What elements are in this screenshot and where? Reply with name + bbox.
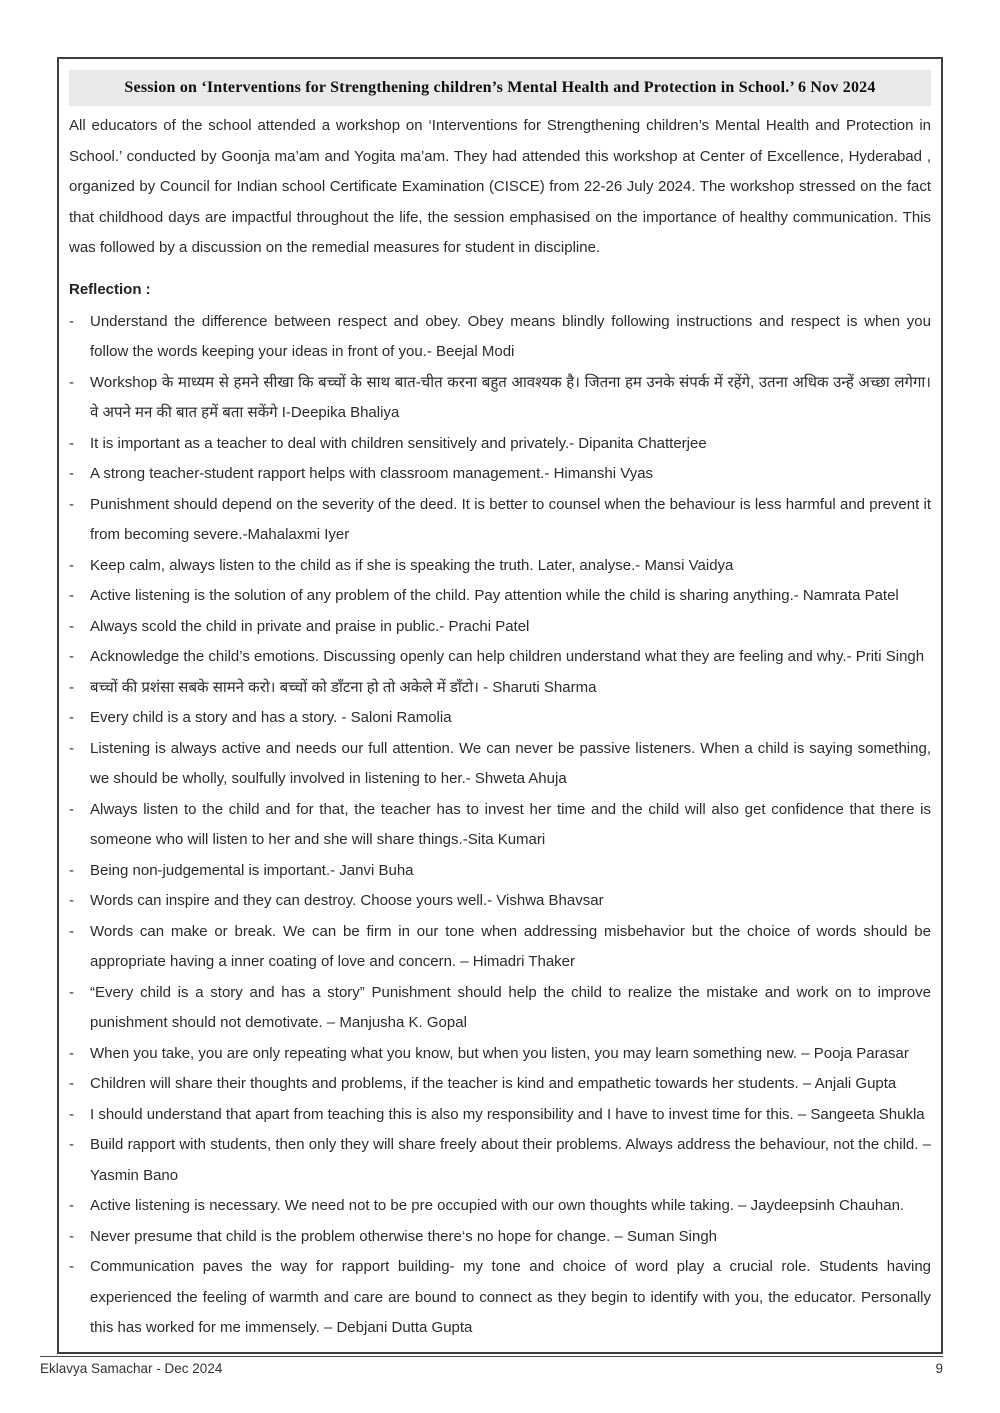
bullet-marker: -: [69, 1075, 74, 1092]
list-item: [69, 1039, 931, 1070]
bullet-text: A strong teacher-student rapport helps with classroom management.- Himanshi Vyas: [90, 465, 654, 482]
bullet-text: Build rapport with students, then only they will share freely about their problems. Always address the behaviour, not the child. – Yasmin Bano: [90, 1136, 931, 1184]
content-box: [57, 57, 943, 1354]
list-item: [69, 612, 931, 643]
bullet-marker: -: [69, 648, 74, 665]
bullet-text: Active listening is the solution of any problem of the child. Pay attention while the child is sharing anything.- Namrata Patel: [90, 587, 899, 604]
bullet-marker: -: [69, 465, 74, 482]
list-item: [69, 795, 931, 856]
bullet-marker: -: [69, 434, 74, 452]
bullet-marker: -: [69, 312, 74, 330]
list-item: [69, 551, 931, 582]
bullet-text: Children will share their thoughts and problems, if the teacher is kind and empathetic towards her students. – Anjali Gupta: [90, 1075, 897, 1092]
page-footer: [40, 1356, 943, 1376]
bullet-marker: -: [69, 1044, 74, 1062]
list-item: [69, 886, 931, 917]
bullet-text: Words can inspire and they can destroy. Choose yours well.- Vishwa Bhavsar: [90, 892, 604, 909]
bullet-marker: -: [69, 678, 74, 696]
bullet-marker: -: [69, 1227, 74, 1245]
list-item: [69, 978, 931, 1039]
bullet-text: “Every child is a story and has a story” Punishment should help the child to realize the mistake and work on to improve punishment should not demotivate. – Manjusha K. Gopal: [90, 983, 931, 1031]
list-item: [69, 368, 931, 429]
bullet-text: Keep calm, always listen to the child as if she is speaking the truth. Later, analyse.- Mansi Vaidya: [90, 556, 734, 574]
list-item: [69, 1100, 931, 1131]
bullet-text: Listening is always active and needs our full attention. We can never be passive listeners. When a child is saying something, we should be wholly, soulfully involved in listening to her.- Shweta Ahuja: [90, 739, 931, 787]
list-item: [69, 1069, 931, 1100]
bullet-text: Workshop के माध्यम से हमने सीखा कि बच्चों के साथ बात-चीत करना बहुत आवश्यक है। जितना हम उनके संपर्क में रहेंगे, उतना अधिक उन्हें अच्छा लगेगा। वे अपने मन की बात हमें बता सकेंगे I-Deepika Bhaliya: [90, 373, 931, 421]
list-item: [69, 1130, 931, 1191]
reflection-heading: Reflection :: [69, 280, 151, 298]
list-item: [69, 1252, 931, 1344]
bullet-marker: -: [69, 861, 74, 879]
bullet-marker: -: [69, 373, 74, 391]
bullet-text: Always listen to the child and for that, the teacher has to invest her time and the child will also get confidence that there is someone who will listen to her and she will share things.-Sita Kumari: [90, 800, 931, 848]
bullet-text: Always scold the child in private and praise in public.- Prachi Patel: [90, 617, 530, 635]
bullet-text: It is important as a teacher to deal with children sensitively and privately.- Dipanita Chatterjee: [90, 434, 707, 452]
list-item: [69, 673, 931, 704]
bullet-text: Every child is a story and has a story. - Saloni Ramolia: [90, 709, 452, 726]
bullet-text: Active listening is necessary. We need not to be pre occupied with our own thoughts while taking. – Jaydeepsinh Chauhan.: [90, 1197, 905, 1214]
list-item: [69, 1191, 931, 1222]
reflection-list: [69, 307, 931, 1344]
section-title: Session on ‘Interventions for Strengthening children’s Mental Health and Protection in School.’ 6 Nov 2024: [69, 70, 931, 106]
bullet-text: I should understand that apart from teaching this is also my responsibility and I have to invest time for this. – Sangeeta Shukla: [90, 1105, 925, 1123]
list-item: [69, 1222, 931, 1253]
bullet-text: Words can make or break. We can be firm in our tone when addressing misbehavior but the choice of words should be appropriate having a inner coating of love and concern. – Himadri Thaker: [90, 922, 931, 970]
bullet-text: Understand the difference between respect and obey. Obey means blindly following instructions and respect is when you follow the words keeping your ideas in front of you.- Beejal Modi: [90, 312, 931, 360]
bullet-marker: -: [69, 617, 74, 635]
page-number: 9: [935, 1361, 943, 1376]
list-item: [69, 917, 931, 978]
bullet-marker: -: [69, 495, 74, 513]
bullet-text: Being non-judgemental is important.- Janvi Buha: [90, 861, 414, 879]
list-item: [69, 307, 931, 368]
bullet-text: Punishment should depend on the severity of the deed. It is better to counsel when the behaviour is less harmful and prevent it from becoming severe.-Mahalaxmi Iyer: [90, 495, 931, 543]
list-item: [69, 581, 931, 612]
bullet-marker: -: [69, 922, 74, 940]
bullet-text: When you take, you are only repeating what you know, but when you listen, you may learn something new. – Pooja Parasar: [90, 1044, 909, 1062]
list-item: [69, 734, 931, 795]
bullet-text: Never presume that child is the problem otherwise there‘s no hope for change. – Suman Singh: [90, 1227, 718, 1245]
bullet-text: बच्चों की प्रशंसा सबके सामने करो। बच्चों को डाँटना हो तो अकेले में डाँटो। - Sharuti Sharma: [90, 678, 597, 696]
bullet-marker: -: [69, 1105, 74, 1123]
list-item: [69, 459, 931, 490]
list-item: [69, 642, 931, 673]
footer-publication: Eklavya Samachar - Dec 2024: [40, 1361, 223, 1376]
bullet-marker: -: [69, 556, 74, 574]
bullet-marker: -: [69, 1136, 74, 1153]
intro-paragraph: All educators of the school attended a workshop on ‘Interventions for Strengthening children’s Mental Health and Protection in School.’ conducted by Goonja ma’am and Yogita ma’am. They had attended this workshop at Center of Excellence, Hyderabad , organized by Council for Indian school Certificate Examination (CISCE) from 22-26 July 2024. The workshop stressed on the fact that childhood days are impactful throughout the life, the session emphasised on the importance of healthy communication. This was followed by a discussion on the remedial measures for student in discipline.: [69, 117, 931, 256]
list-item: [69, 856, 931, 887]
bullet-text: Communication paves the way for rapport building- my tone and choice of word play a crucial role. Students having experienced the feeling of warmth and care are bound to connect as they begin to identify with you, the educator. Personally this has worked for me immensely. – Debjani Dutta Gupta: [90, 1258, 931, 1336]
bullet-marker: -: [69, 709, 74, 726]
bullet-marker: -: [69, 892, 74, 909]
list-item: [69, 703, 931, 734]
bullet-marker: -: [69, 739, 74, 757]
bullet-marker: -: [69, 1197, 74, 1214]
list-item: [69, 490, 931, 551]
list-item: [69, 429, 931, 460]
bullet-marker: -: [69, 800, 74, 818]
bullet-marker: -: [69, 983, 74, 1001]
bullet-marker: -: [69, 1258, 74, 1275]
bullet-text: Acknowledge the child’s emotions. Discussing openly can help children understand what they are feeling and why.- Priti Singh: [90, 648, 925, 665]
bullet-marker: -: [69, 587, 74, 604]
